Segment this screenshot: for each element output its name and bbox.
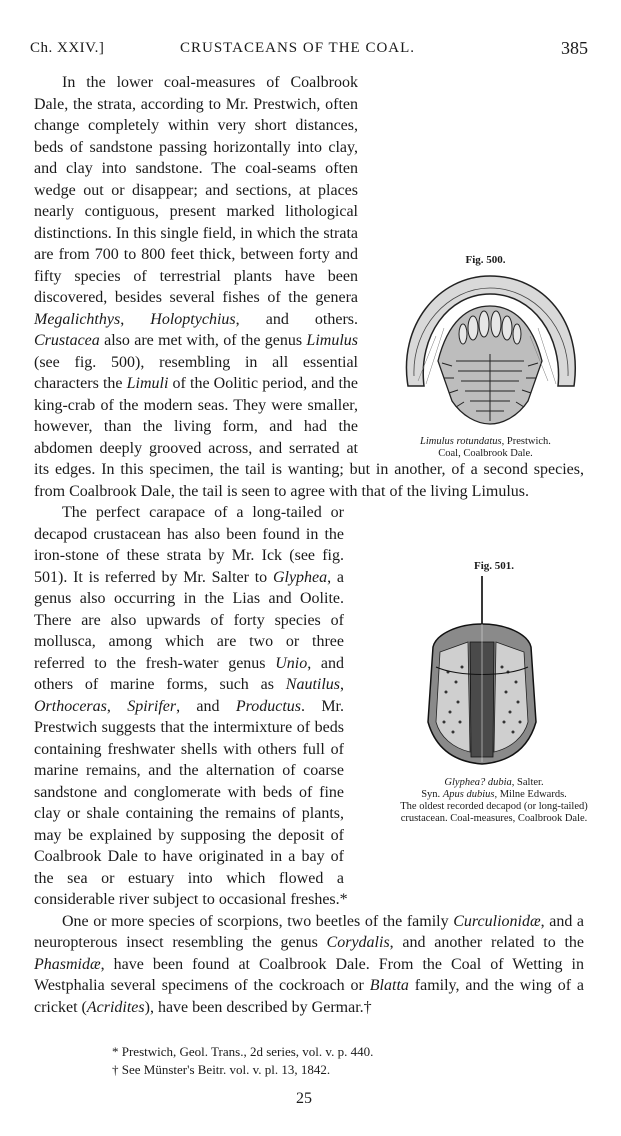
genus-nautilus: Nautilus [285, 676, 340, 693]
para2-text-b: , a genus also occurring in the Lias and Oolite. There are also upwards of forty species of mollusca, among which are two or three referred to the fresh-water genus [34, 568, 345, 672]
genus-glyphea: Glyphea [272, 568, 328, 586]
figure-500-space [358, 262, 584, 452]
para3-text-c: , and another related to the [389, 934, 584, 951]
family-phasmidae: Phasmidæ [34, 955, 101, 973]
genus-blatta: Blatta [369, 977, 409, 994]
para2-and: , and [176, 697, 236, 715]
para3-text-e: family, and the wing of a cricket ( [34, 977, 585, 1016]
genus-corydalis: Corydalis [326, 934, 390, 951]
para3-text-f: ), have been described by Germar.† [144, 998, 372, 1016]
chapter-label: Ch. XXIV.] [30, 40, 105, 56]
para1-text-d: (see fig. 500), resembling in all essential characters the [34, 353, 358, 392]
genus-acridites: Acridites [86, 998, 145, 1016]
para1-comma: , [120, 310, 151, 328]
genus-orthoceras: Orthoceras [34, 697, 107, 715]
para1-text-b: , and others. [235, 310, 359, 328]
para2-text-c: , and others of marine forms, such as [34, 654, 345, 693]
footnote-2: † See Münster's Beitr. vol. v. pl. 13, 1842. [112, 1062, 331, 1077]
para1-text-c: also are met with, of the genus [99, 332, 307, 349]
figure-501-caption-syn-author: , Milne Edwards. [494, 789, 567, 800]
paragraph-3 [34, 911, 584, 1019]
page-number: 385 [561, 38, 588, 58]
family-curculionidae: Curculionidæ [453, 912, 541, 930]
para3-text-a: One or more species of scorpions, two beetles of the family [62, 912, 454, 930]
genus-productus: Productus [235, 697, 302, 715]
genus-holoptychius: Holoptychius [150, 310, 236, 328]
signature-mark: 25 [296, 1090, 312, 1107]
figure-501-caption-species: Glyphea? dubia [444, 777, 512, 788]
genus-spirifer: Spirifer [127, 697, 177, 715]
paragraph-2 [34, 502, 584, 911]
para3-text-b: , and a neuropterous insect resembling the genus [34, 912, 585, 951]
figure-500-caption-species: Limulus rotundatus [420, 436, 502, 447]
footnote-1: * Prestwich, Geol. Trans., 2d series, vol. v. p. 440. [112, 1044, 374, 1059]
para2-comma-1: , [340, 676, 344, 693]
genus-megalichthys: Megalichthys [34, 310, 121, 328]
para1-text-e: of the Oolitic period, and the king-crab of the modern seas. They were smaller, however, than the living form, and had the abdomen deeply grooved across, and serrated at its edges. In this specimen, the tail is wanting; but in another, of a second species, from Coalbrook Dale, the tail is seen to agree with that of the living Limulus. [34, 375, 584, 500]
running-title: CRUSTACEANS OF THE COAL. [180, 40, 416, 56]
body-text [34, 72, 584, 1018]
figure-500-caption-author: , Prestwich. [501, 436, 551, 447]
figure-501-caption-syn-prefix: Syn. [421, 789, 443, 800]
figure-501-caption-author: , Salter. [511, 777, 544, 788]
term-crustacea: Crustacea [34, 332, 100, 349]
paragraph-1 [34, 72, 584, 502]
footnotes [112, 1043, 532, 1079]
para1-text-a: In the lower coal-measures of Coalbrook Dale, the strata, according to Mr. Prestwich, often change completely within very short distances, beds of sandstone passing horizontally into clay, and clay into sandstone. The coal-seams often wedge out or disappear; and sections, at places nearly contiguous, present marked lithological distinctions. In this single field, in which the strata are from 700 to 800 feet thick, between forty and fifty species of terrestrial plants have been discovered, besides several fishes of the genera [34, 74, 358, 306]
figure-501-space [344, 566, 584, 876]
figure-501-caption-description: The oldest recorded decapod (or long-tailed) crustacean. Coal-measures, Coalbrook Dale. [400, 801, 588, 824]
genus-unio: Unio [275, 654, 308, 672]
genus-limulus: Limulus [306, 332, 358, 349]
figure-500-label: Fig. 500. [465, 254, 506, 266]
genus-limuli: Limuli [126, 375, 169, 392]
para2-text-d: . Mr. Prestwich suggests that the intermixture of beds containing freshwater shells with others full of marine remains, and the alternation of coarse sandstone and conglomerate with beds of fine clay or shale containing the remains of plants, may be explained by supposing the deposit of Coalbrook Dale to have originated in a bay of the sea or estuary into which flowed a considerable river subject to occasional freshes.* [34, 697, 348, 908]
para3-text-d: , have been found at Coalbrook Dale. From the Coal of Wetting in Westphalia several specimens of the cockroach or [34, 955, 584, 994]
para2-comma-2: , [106, 697, 128, 715]
figure-500-caption-locality: Coal, Coalbrook Dale. [438, 448, 533, 459]
figure-501-label: Fig. 501. [473, 560, 515, 572]
running-header [30, 40, 588, 64]
para2-text-a: The perfect carapace of a long-tailed or decapod crustacean has also been found in the iron-stone of these strata by Mr. Ick (see fig. 501). It is referred by Mr. Salter to [34, 504, 344, 586]
figure-501-caption-synonym: Apus dubius [442, 789, 495, 800]
